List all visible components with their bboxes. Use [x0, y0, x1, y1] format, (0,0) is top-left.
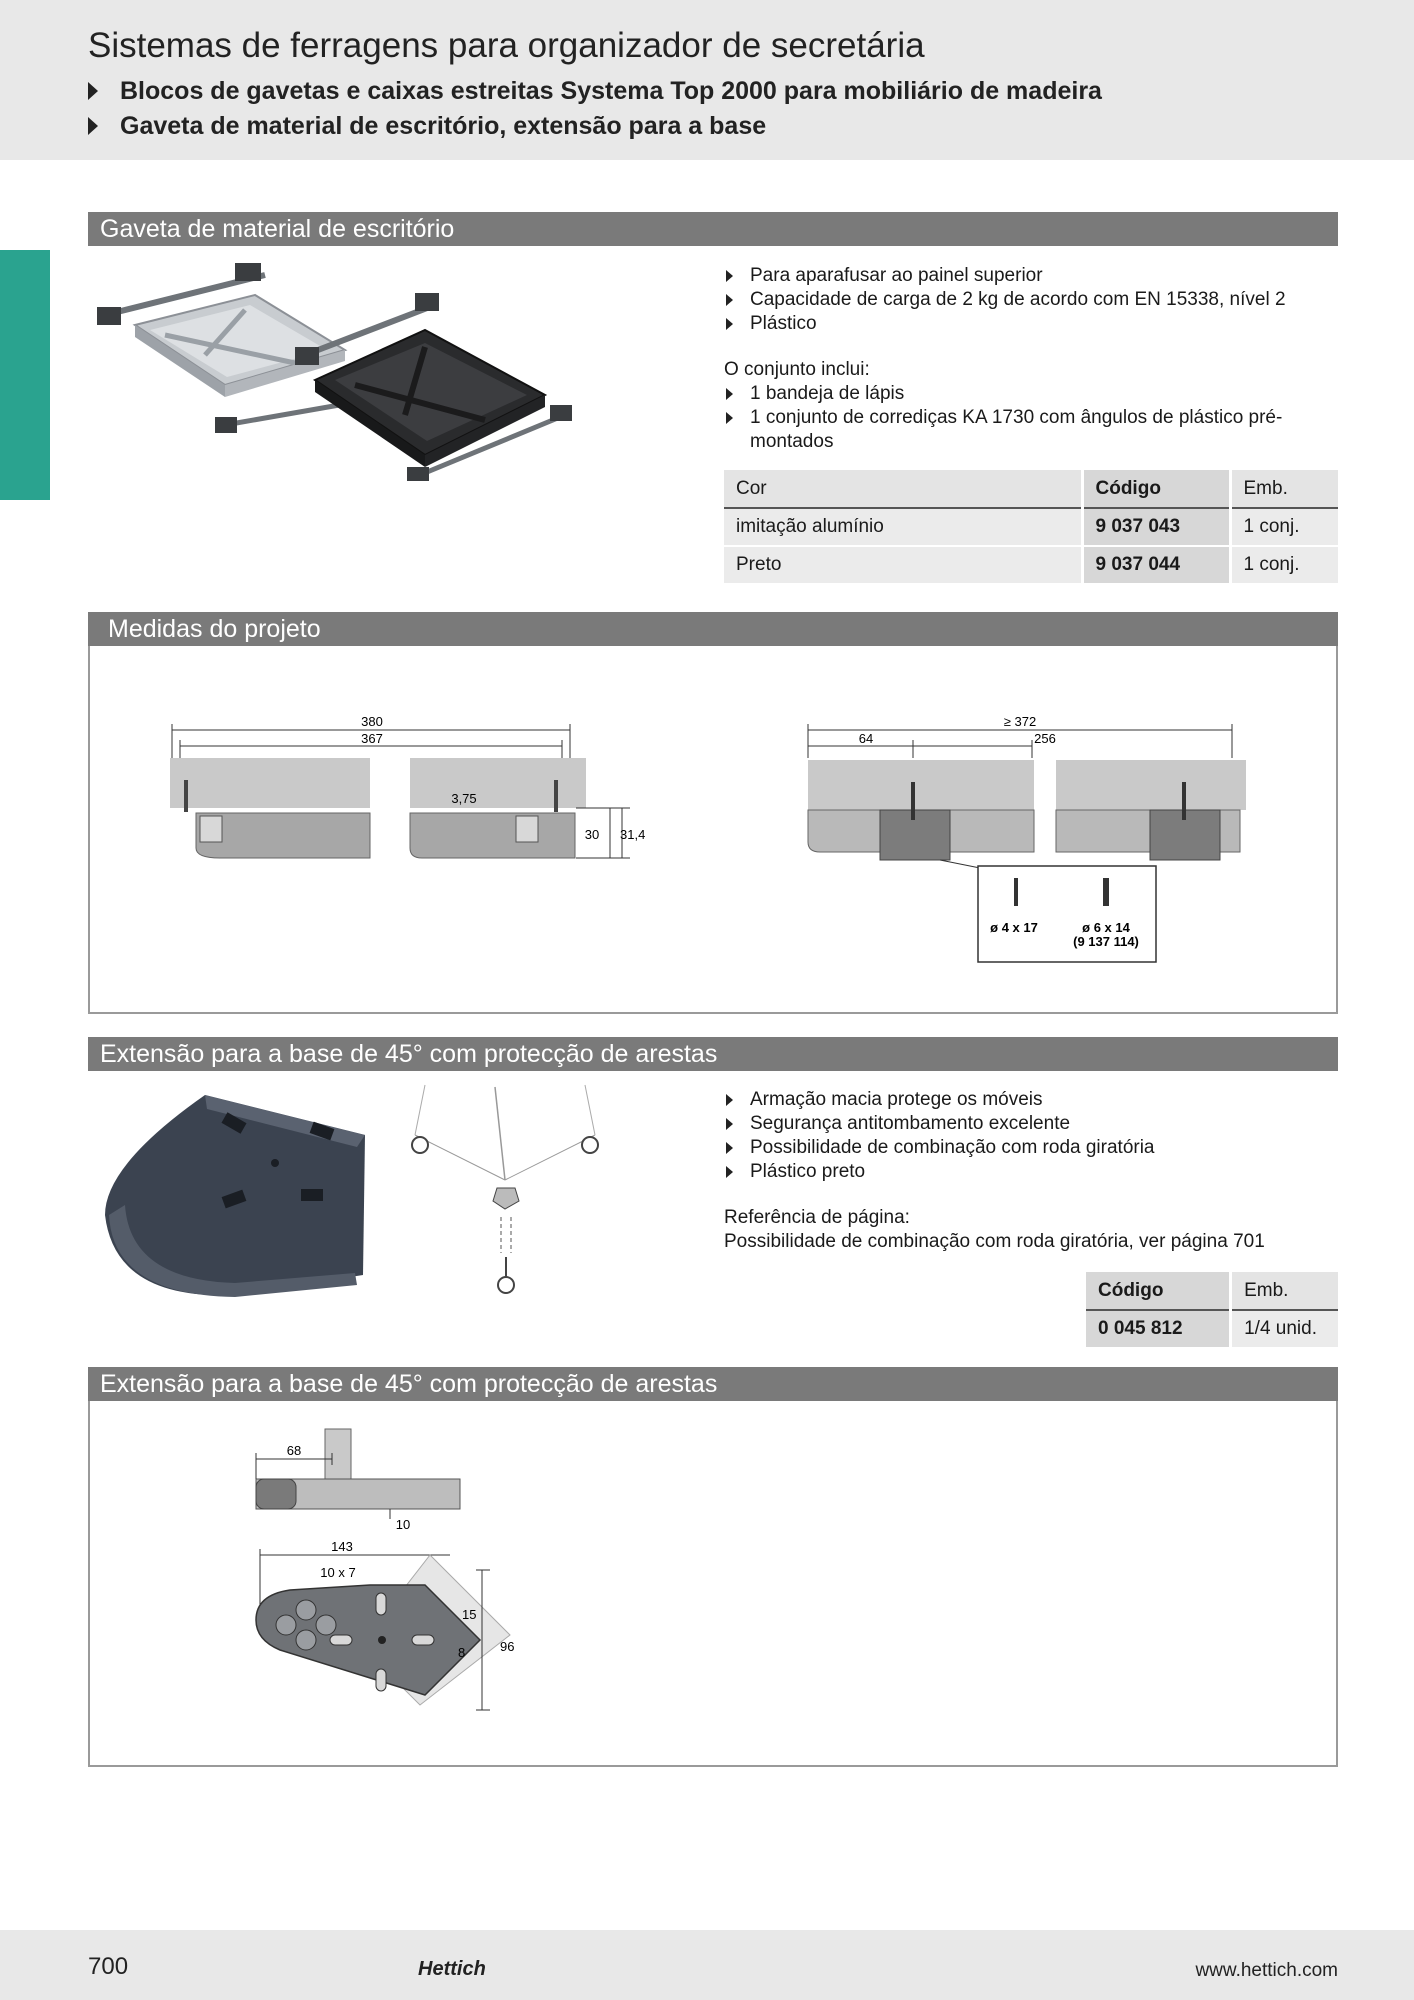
dim-68: 68: [286, 1443, 302, 1458]
dim-380: 380: [361, 714, 383, 729]
table-row: [724, 546, 1338, 584]
dim-143: 143: [331, 1539, 353, 1554]
plinth-feature-list: [724, 1088, 1155, 1184]
list-item: 1 conjunto de corrediças KA 1730 com ângulos de plástico pré-montados: [724, 406, 1304, 454]
list-item: Segurança antitombamento excelente: [724, 1112, 1155, 1136]
list-item: Plástico: [724, 312, 1286, 336]
table-cell: 9 037 043: [1082, 508, 1230, 546]
table-cell: 1/4 unid.: [1231, 1310, 1338, 1348]
includes-label: O conjunto inclui:: [724, 359, 870, 380]
section-title-dimensions: Medidas do projeto: [88, 612, 1338, 646]
section-title-drawer: Gaveta de material de escritório: [88, 212, 1338, 246]
list-item: 1 bandeja de lápis: [724, 382, 1304, 406]
table-header-cell: Código: [1085, 1272, 1231, 1310]
dimension-drawing-left: [160, 708, 646, 868]
table-row: [724, 508, 1338, 546]
subtitle-1-text: Blocos de gavetas e caixas estreitas Systema Top 2000 para mobiliário de madeira: [120, 77, 1102, 105]
page-reference-label: Referência de página:: [724, 1207, 910, 1228]
side-tab-marker: [0, 250, 50, 500]
plinth-dimension-drawing: [250, 1425, 530, 1755]
page-reference-text: Possibilidade de combinação com roda giratória, ver página 701: [724, 1231, 1265, 1252]
subtitle-2: [88, 112, 766, 141]
screw-code: (9 137 114): [1073, 934, 1139, 949]
brand-logo: [418, 1958, 486, 1981]
caster-assembly-image: [405, 1085, 635, 1305]
table-cell: 9 037 044: [1082, 546, 1230, 584]
arrow-right-icon: [88, 82, 98, 100]
dim-10: 10: [395, 1517, 411, 1532]
website-link[interactable]: www.hettich.com: [1195, 1960, 1338, 1981]
table-header-row: [1085, 1272, 1339, 1310]
section-title-plinth-dimensions: Extensão para a base de 45° com protecção de arestas: [88, 1367, 1338, 1401]
list-item: Capacidade de carga de 2 kg de acordo com EN 15338, nível 2: [724, 288, 1286, 312]
dim-256: 256: [1034, 731, 1056, 746]
drawer-feature-list: [724, 264, 1286, 336]
table-cell: imitação alumínio: [724, 508, 1082, 546]
table-header-cell: Código: [1082, 470, 1230, 508]
dim-15: 15: [462, 1607, 477, 1622]
table-cell: 1 conj.: [1230, 508, 1338, 546]
section-title-plinth-extension: Extensão para a base de 45° com protecção de arestas: [88, 1037, 1338, 1071]
screw-label-2: ø 6 x 14: [1082, 920, 1130, 935]
dim-64: 64: [858, 731, 874, 746]
screw-label-1: ø 4 x 17: [990, 920, 1038, 935]
drawer-product-image: [95, 255, 655, 485]
page-number: 700: [88, 1953, 129, 1980]
dim-96: 96: [500, 1639, 515, 1654]
page-header: [0, 0, 1414, 160]
table-header-cell: Emb.: [1231, 1272, 1338, 1310]
plinth-order-table: [1083, 1272, 1338, 1349]
brand-name: Hettich: [418, 1958, 486, 1980]
includes-list: [724, 382, 1304, 454]
table-header-row: [724, 470, 1338, 508]
dim-8: 8: [458, 1645, 466, 1660]
table-header-cell: Emb.: [1230, 470, 1338, 508]
dim-30: 30: [584, 827, 600, 842]
subtitle-1: [88, 77, 1102, 106]
table-cell: Preto: [724, 546, 1082, 584]
table-header-cell: Cor: [724, 470, 1082, 508]
list-item: Plástico preto: [724, 1160, 1155, 1184]
table-cell: 0 045 812: [1085, 1310, 1231, 1348]
page-title: Sistemas de ferragens para organizador de secretária: [88, 26, 925, 65]
subtitle-2-text: Gaveta de material de escritório, extensão para a base: [120, 112, 767, 140]
dim-31-4: 31,4: [620, 827, 646, 842]
list-item: Para aparafusar ao painel superior: [724, 264, 1286, 288]
dim-ge-372: ≥ 372: [1003, 714, 1037, 729]
dim-10x7: 10 x 7: [320, 1565, 356, 1580]
dimension-drawing-right: [800, 710, 1260, 970]
dim-367: 367: [361, 731, 383, 746]
table-row: [1085, 1310, 1339, 1348]
list-item: Armação macia protege os móveis: [724, 1088, 1155, 1112]
drawer-order-table: [724, 470, 1338, 585]
dim-3-75: 3,75: [451, 791, 477, 806]
list-item: Possibilidade de combinação com roda giratória: [724, 1136, 1155, 1160]
arrow-right-icon: [88, 117, 98, 135]
table-cell: 1 conj.: [1230, 546, 1338, 584]
plinth-extension-image: [95, 1085, 375, 1305]
